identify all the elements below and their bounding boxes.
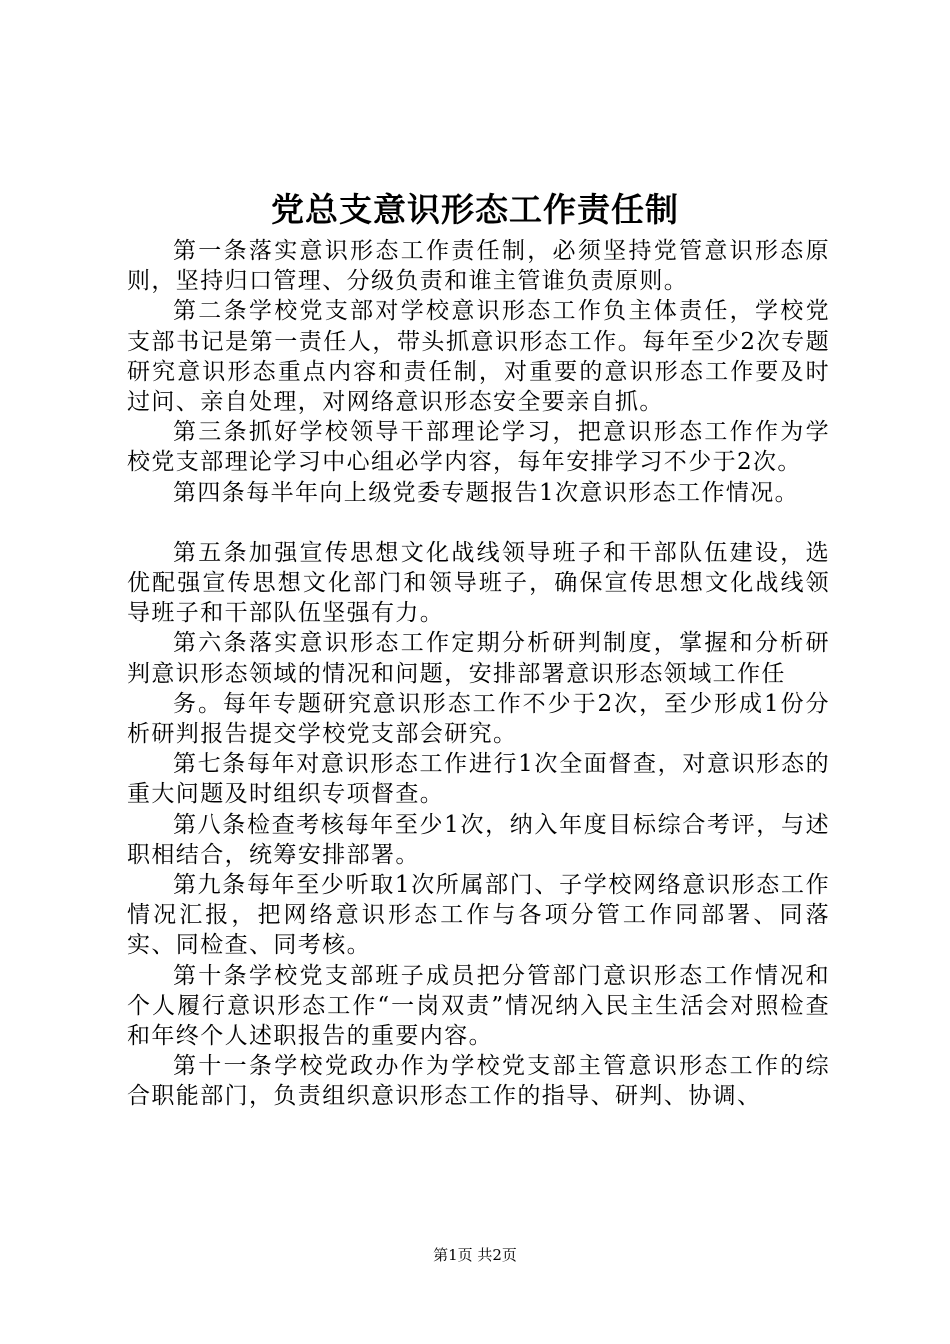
article-4: 第四条每半年向上级党委专题报告1次意识形态工作情况。 — [173, 479, 800, 506]
article-11: 第十一条学校党政办作为学校党支部主管意识形态工作的综合职能部门，负责组织意识形态工作的指导、研判、协调、 — [127, 1053, 830, 1110]
article-1: 第一条落实意识形态工作责任制，必须坚持党管意识形态原则，坚持归口管理、分级负责和谁主管谁负责原则。 — [127, 238, 830, 295]
article-9: 第九条每年至少听取1次所属部门、子学校网络意识形态工作情况汇报，把网络意识形态工作与各项分管工作同部署、同落实、同检查、同考核。 — [127, 872, 830, 959]
document-body — [127, 236, 830, 1112]
article-3: 第三条抓好学校领导干部理论学习，把意识形态工作作为学校党支部理论学习中心组必学内容，每年安排学习不少于2次。 — [127, 419, 830, 476]
article-2: 第二条学校党支部对学校意识形态工作负主体责任，学校党支部书记是第一责任人，带头抓意识形态工作。每年至少2次专题研究意识形态重点内容和责任制，对重要的意识形态工作要及时过问、亲自处理，对网络意识形态安全要亲自抓。 — [127, 298, 830, 416]
page-number-footer: 第1页 共2页 — [433, 1246, 517, 1264]
article-5: 第五条加强宣传思想文化战线领导班子和干部队伍建设，选优配强宣传思想文化部门和领导班子，确保宣传思想文化战线领导班子和干部队伍坚强有力。 — [127, 539, 830, 627]
article-10: 第十条学校党支部班子成员把分管部门意识形态工作情况和个人履行意识形态工作“一岗双责”情况纳入民主生活会对照检查和年终个人述职报告的重要内容。 — [127, 962, 830, 1050]
document-title: 党总支意识形态工作责任制 — [271, 190, 679, 229]
article-7: 第七条每年对意识形态工作进行1次全面督查，对意识形态的重大问题及时组织专项督查。 — [127, 751, 830, 808]
article-6-continued: 务。每年专题研究意识形态工作不少于2次，至少形成1份分析研判报告提交学校党支部会研究。 — [127, 690, 830, 748]
article-6: 第六条落实意识形态工作定期分析研判制度，掌握和分析研判意识形态领域的情况和问题，安排部署意识形态领域工作任 — [127, 630, 830, 687]
article-8: 第八条检查考核每年至少1次，纳入年度目标综合考评，与述职相结合，统筹安排部署。 — [127, 811, 830, 868]
